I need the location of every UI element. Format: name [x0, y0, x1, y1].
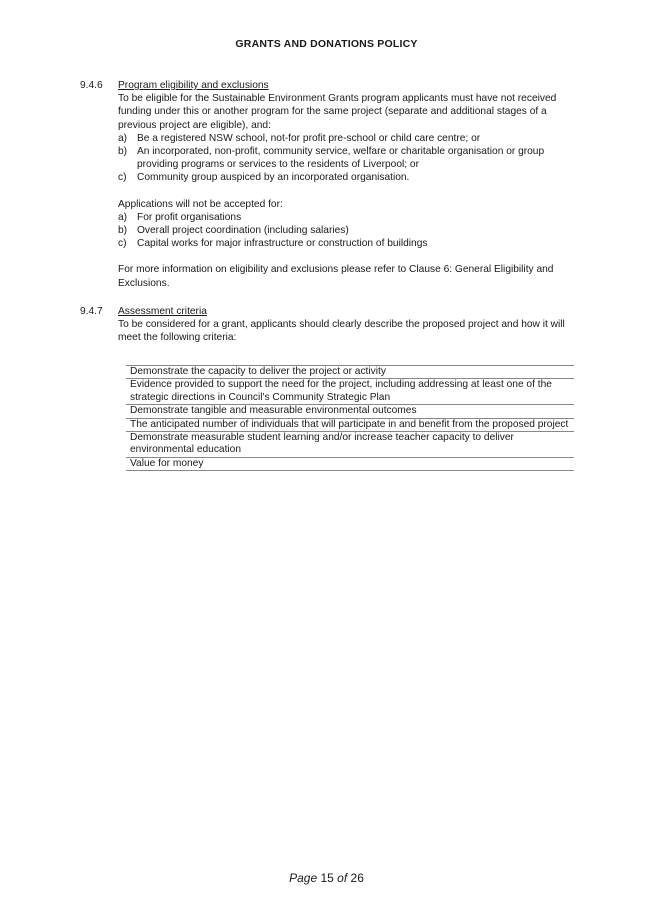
list-label: c): [118, 238, 127, 250]
section-title: Program eligibility and exclusions: [118, 80, 269, 91]
table-cell: Demonstrate measurable student learning and/or increase teacher capacity to deliver environmental education: [126, 432, 574, 458]
page-footer: [0, 871, 653, 885]
list-text: For profit organisations: [137, 211, 242, 223]
table-row: [126, 379, 574, 405]
list-label: a): [118, 211, 128, 223]
list-label: b): [118, 225, 128, 237]
list-label: a): [118, 132, 128, 144]
table-row: [126, 432, 574, 458]
table-cell: Demonstrate tangible and measurable environmental outcomes: [126, 405, 574, 418]
more-info-paragraph: For more information on eligibility and exclusions please refer to Clause 6: General Eligibility and Exclusions.: [118, 264, 554, 289]
table-row: [126, 405, 574, 418]
section-number: 9.4.7: [80, 306, 103, 317]
list-text: Be a registered NSW school, not-for profit pre-school or child care centre; or: [137, 132, 481, 144]
not-accepted-list: [118, 211, 578, 251]
table-cell: Evidence provided to support the need for the project, including addressing at least one of the strategic directions in Council's Community Strategic Plan: [126, 379, 574, 405]
list-item: [118, 211, 578, 224]
page-total: 26: [350, 871, 364, 885]
list-text: Community group auspiced by an incorporated organisation.: [137, 172, 410, 184]
section-number: 9.4.6: [80, 80, 103, 91]
table-row: [126, 418, 574, 431]
section-body: [118, 305, 578, 345]
section-intro: To be considered for a grant, applicants should clearly describe the proposed project and how it will meet the following criteria:: [118, 319, 565, 344]
section-title: Assessment criteria: [118, 306, 207, 317]
document-header: GRANTS AND DONATIONS POLICY: [235, 38, 418, 50]
table-cell: Value for money: [126, 457, 574, 470]
table-row: [126, 366, 574, 379]
list-label: b): [118, 146, 128, 158]
section-intro: To be eligible for the Sustainable Environment Grants program applicants must have not received funding under this or another program for the same project (separate and additional stages of a previous project are eligible), and:: [118, 93, 557, 131]
list-item: [118, 171, 578, 184]
page-current: 15: [320, 871, 334, 885]
list-text: An incorporated, non-profit, community service, welfare or charitable organisation or group providing programs or services to the residents of Liverpool; or: [137, 146, 545, 171]
section-body: [118, 79, 578, 290]
list-item: [118, 145, 578, 171]
list-item: [118, 237, 578, 250]
table-cell: Demonstrate the capacity to deliver the project or activity: [126, 366, 574, 379]
eligible-list: [118, 132, 578, 185]
table-cell: The anticipated number of individuals that will participate in and benefit from the proposed project: [126, 418, 574, 431]
of-word: of: [337, 871, 348, 885]
list-text: Overall project coordination (including salaries): [137, 225, 349, 237]
list-label: c): [118, 172, 127, 184]
list-text: Capital works for major infrastructure or construction of buildings: [137, 238, 428, 250]
list-item: [118, 224, 578, 237]
page-word: Page: [289, 871, 318, 885]
table-row: [126, 457, 574, 470]
assessment-criteria-table: [126, 365, 574, 471]
not-accepted-intro: Applications will not be accepted for:: [118, 198, 283, 210]
list-item: [118, 132, 578, 145]
